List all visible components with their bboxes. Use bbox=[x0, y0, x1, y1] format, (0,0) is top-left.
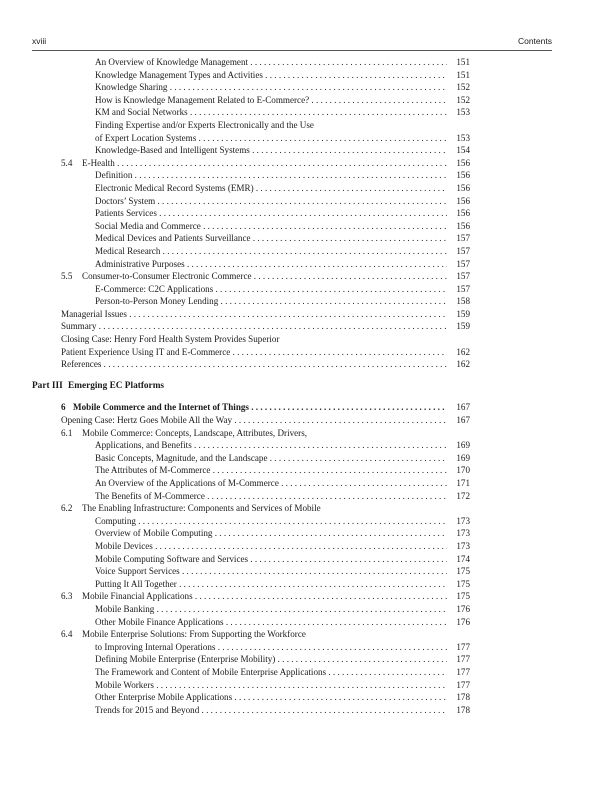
toc-entry[interactable] bbox=[0, 452, 602, 465]
toc-entry[interactable] bbox=[0, 464, 602, 477]
toc-entry-title: Defining Mobile Enterprise (Enterprise Mobility) . . . bbox=[95, 653, 447, 666]
toc-entry-title: Overview of Mobile Computing . . . bbox=[95, 527, 447, 540]
toc-entry[interactable] bbox=[0, 333, 602, 346]
toc-entry-page: 178 bbox=[456, 692, 470, 703]
toc-entry-title: E-Health . . . bbox=[82, 157, 447, 170]
toc-entry-number: 6.3 bbox=[61, 591, 73, 602]
toc-entry[interactable] bbox=[0, 590, 602, 603]
toc-entry[interactable] bbox=[0, 653, 602, 666]
toc-entry-page: 172 bbox=[456, 490, 470, 501]
toc-entry-title: Patient Experience Using IT and E-Commerce . . . bbox=[61, 346, 447, 359]
toc-entry-number: 5.4 bbox=[61, 157, 73, 168]
toc-entry[interactable] bbox=[0, 169, 602, 182]
toc-entry[interactable] bbox=[0, 94, 602, 107]
toc-entry[interactable] bbox=[0, 182, 602, 195]
toc-entry-title: An Overview of Knowledge Management . . . bbox=[95, 56, 447, 69]
toc-entry-title: KM and Social Networks . . . bbox=[95, 106, 447, 119]
toc-entry-page: 167 bbox=[456, 402, 470, 413]
toc-entry-page: 169 bbox=[456, 452, 470, 463]
toc-entry[interactable] bbox=[0, 553, 602, 566]
toc-entry-title: Finding Expertise and/or Experts Electronically and the Use bbox=[95, 119, 314, 130]
toc-entry-title: Person-to-Person Money Lending . . . bbox=[95, 295, 447, 308]
toc-entry-title: Applications, and Benefits . . . bbox=[95, 439, 447, 452]
toc-entry[interactable] bbox=[0, 490, 602, 503]
toc-entry-title: to Improving Internal Operations . . . bbox=[95, 641, 447, 654]
toc-entry[interactable] bbox=[0, 346, 602, 359]
toc-entry-title: Mobile Enterprise Solutions: From Supporting the Workforce bbox=[82, 629, 306, 640]
toc-entry-page: 156 bbox=[456, 170, 470, 181]
toc-entry-title: Opening Case: Hertz Goes Mobile All the Way . . . bbox=[61, 414, 447, 427]
toc-entry-page: 151 bbox=[456, 69, 470, 80]
toc-entry-title: Closing Case: Henry Ford Health System Provides Superior bbox=[61, 334, 280, 345]
toc-entry-title: Mobile Workers . . . bbox=[95, 679, 447, 692]
toc-entry-title: Knowledge Management Types and Activities . . . bbox=[95, 69, 447, 82]
toc-entry-number: 6.2 bbox=[61, 503, 73, 514]
toc-entry-title: Electronic Medical Record Systems (EMR) . . . bbox=[95, 182, 447, 195]
toc-entry-title: Consumer-to-Consumer Electronic Commerce . . . bbox=[82, 270, 447, 283]
toc-entry-page: 169 bbox=[456, 440, 470, 451]
toc-entry-page: 177 bbox=[456, 666, 470, 677]
toc-entry-title: Definition . . . bbox=[95, 169, 447, 182]
toc-entry[interactable] bbox=[0, 270, 602, 283]
toc-entry[interactable] bbox=[0, 220, 602, 233]
toc-entry-number: 5.5 bbox=[61, 271, 73, 282]
toc-entry[interactable] bbox=[0, 628, 602, 641]
toc-entry-page: 153 bbox=[456, 132, 470, 143]
toc-entry-page: 159 bbox=[456, 321, 470, 332]
toc-entry[interactable] bbox=[0, 258, 602, 271]
toc-entry[interactable] bbox=[0, 540, 602, 553]
toc-entry-title: Emerging EC Platforms bbox=[68, 380, 165, 391]
toc-entry-title: Other Mobile Finance Applications . . . bbox=[95, 616, 447, 629]
toc-entry-title: The Benefits of M-Commerce . . . bbox=[95, 490, 447, 503]
toc-entry-page: 157 bbox=[456, 283, 470, 294]
toc-entry-number: 6 bbox=[61, 402, 66, 413]
toc-entry-page: 178 bbox=[456, 704, 470, 715]
toc-entry[interactable] bbox=[0, 56, 602, 69]
toc-entry-title: Mobile Commerce and the Internet of Things . . . bbox=[73, 401, 447, 414]
toc-entry[interactable] bbox=[0, 427, 602, 440]
toc-entry-page: 159 bbox=[456, 308, 470, 319]
table-of-contents bbox=[0, 56, 602, 716]
toc-entry-page: 175 bbox=[456, 591, 470, 602]
toc-entry-page: 154 bbox=[456, 145, 470, 156]
toc-entry[interactable] bbox=[0, 144, 602, 157]
toc-entry-title: The Enabling Infrastructure: Components and Services of Mobile bbox=[82, 503, 321, 514]
toc-entry[interactable] bbox=[0, 106, 602, 119]
toc-entry-page: 153 bbox=[456, 107, 470, 118]
toc-entry[interactable] bbox=[0, 691, 602, 704]
toc-entry-page: 176 bbox=[456, 603, 470, 614]
toc-entry[interactable] bbox=[0, 502, 602, 515]
toc-entry-page: 156 bbox=[456, 208, 470, 219]
toc-entry-page: 156 bbox=[456, 157, 470, 168]
toc-entry-title: How is Knowledge Management Related to E-Commerce? . . . bbox=[95, 94, 447, 107]
toc-entry-title: Other Enterprise Mobile Applications . . . bbox=[95, 691, 447, 704]
toc-entry[interactable] bbox=[0, 641, 602, 654]
toc-entry[interactable] bbox=[0, 704, 602, 717]
toc-entry-page: 151 bbox=[456, 57, 470, 67]
toc-gap bbox=[0, 371, 602, 380]
toc-entry-page: 152 bbox=[456, 82, 470, 93]
toc-entry-page: 175 bbox=[456, 578, 470, 589]
toc-entry-title: Social Media and Commerce . . . bbox=[95, 220, 447, 233]
toc-entry-title: Summary . . . bbox=[61, 320, 447, 333]
toc-entry-page: 177 bbox=[456, 654, 470, 665]
toc-entry-page: 173 bbox=[456, 540, 470, 551]
toc-chapter-entry[interactable] bbox=[0, 401, 602, 414]
toc-entry-title: Knowledge-Based and Intelligent Systems . . . bbox=[95, 144, 447, 157]
toc-entry-page: 173 bbox=[456, 528, 470, 539]
toc-entry-title: An Overview of the Applications of M-Commerce . . . bbox=[95, 477, 447, 490]
section-title: Contents bbox=[517, 36, 552, 46]
toc-entry-page: 158 bbox=[456, 296, 470, 307]
toc-entry-page: 162 bbox=[456, 359, 470, 370]
toc-entry-title: Putting It All Together . . . bbox=[95, 578, 447, 591]
toc-entry-title: The Framework and Content of Mobile Enterprise Applications . . . bbox=[95, 666, 447, 679]
toc-entry-title: Voice Support Services . . . bbox=[95, 565, 447, 578]
toc-entry-page: 156 bbox=[456, 182, 470, 193]
toc-entry-page: 170 bbox=[456, 465, 470, 476]
toc-entry-title: Medical Devices and Patients Surveillance . . . bbox=[95, 232, 447, 245]
toc-entry-page: 167 bbox=[456, 415, 470, 426]
toc-entry-page: 174 bbox=[456, 553, 470, 564]
toc-entry[interactable] bbox=[0, 195, 602, 208]
toc-entry-title: Mobile Devices . . . bbox=[95, 540, 447, 553]
toc-entry-title: Knowledge Sharing . . . bbox=[95, 81, 447, 94]
toc-entry-title: Mobile Computing Software and Services . . . bbox=[95, 553, 447, 566]
toc-entry[interactable] bbox=[0, 358, 602, 371]
toc-entry-title: Administrative Purposes . . . bbox=[95, 258, 447, 271]
toc-entry[interactable] bbox=[0, 207, 602, 220]
toc-entry-page: 175 bbox=[456, 566, 470, 577]
toc-entry-page: 177 bbox=[456, 641, 470, 652]
toc-entry-page: 156 bbox=[456, 220, 470, 231]
toc-entry[interactable] bbox=[0, 283, 602, 296]
toc-entry-title: The Attributes of M-Commerce . . . bbox=[95, 464, 447, 477]
toc-entry[interactable] bbox=[0, 245, 602, 258]
toc-entry[interactable] bbox=[0, 439, 602, 452]
toc-entry[interactable] bbox=[0, 81, 602, 94]
toc-entry-number: Part III bbox=[32, 380, 63, 391]
toc-part-heading[interactable] bbox=[0, 380, 602, 393]
toc-entry-page: 171 bbox=[456, 478, 470, 488]
toc-entry[interactable] bbox=[0, 616, 602, 629]
toc-entry-title: Managerial Issues . . . bbox=[61, 308, 447, 321]
toc-entry-number: 6.1 bbox=[61, 427, 73, 438]
toc-entry-title: Computing . . . bbox=[95, 515, 447, 528]
toc-entry[interactable] bbox=[0, 132, 602, 145]
toc-entry[interactable] bbox=[0, 603, 602, 616]
toc-entry-page: 173 bbox=[456, 515, 470, 526]
toc-entry-page: 162 bbox=[456, 346, 470, 357]
toc-entry-page: 157 bbox=[456, 245, 470, 256]
toc-entry-title: References . . . bbox=[61, 358, 447, 371]
toc-entry[interactable] bbox=[0, 232, 602, 245]
toc-entry[interactable] bbox=[0, 69, 602, 82]
toc-entry-title: Mobile Financial Applications . . . bbox=[82, 590, 447, 603]
toc-entry-page: 156 bbox=[456, 195, 470, 206]
toc-entry-title: Trends for 2015 and Beyond . . . bbox=[95, 704, 447, 717]
toc-entry-page: 157 bbox=[456, 258, 470, 269]
toc-entry-page: 152 bbox=[456, 94, 470, 105]
toc-entry[interactable] bbox=[0, 679, 602, 692]
toc-entry[interactable] bbox=[0, 527, 602, 540]
toc-entry-title: Mobile Commerce: Concepts, Landscape, Attributes, Drivers, bbox=[82, 427, 308, 438]
toc-entry[interactable] bbox=[0, 565, 602, 578]
toc-entry-page: 157 bbox=[456, 271, 470, 282]
toc-entry-number: 6.4 bbox=[61, 629, 73, 640]
toc-entry-title: Basic Concepts, Magnitude, and the Landscape . . . bbox=[95, 452, 447, 465]
toc-gap bbox=[0, 392, 602, 401]
toc-entry-title: Medical Research . . . bbox=[95, 245, 447, 258]
toc-entry-title: Patients Services . . . bbox=[95, 207, 447, 220]
toc-entry-title: E-Commerce: C2C Applications . . . bbox=[95, 283, 447, 296]
running-head bbox=[32, 36, 552, 48]
toc-entry[interactable] bbox=[0, 308, 602, 321]
toc-entry-title: Mobile Banking . . . bbox=[95, 603, 447, 616]
toc-entry[interactable] bbox=[0, 119, 602, 132]
toc-entry[interactable] bbox=[0, 515, 602, 528]
header-rule bbox=[32, 50, 552, 51]
toc-entry[interactable] bbox=[0, 578, 602, 591]
toc-entry-title: Doctors’ System . . . bbox=[95, 195, 447, 208]
toc-entry-page: 176 bbox=[456, 616, 470, 627]
toc-entry-page: 177 bbox=[456, 679, 470, 690]
page-number-label: xviii bbox=[32, 36, 47, 46]
toc-entry[interactable] bbox=[0, 320, 602, 333]
toc-entry[interactable] bbox=[0, 477, 602, 490]
toc-entry[interactable] bbox=[0, 295, 602, 308]
toc-entry-title: of Expert Location Systems . . . bbox=[95, 132, 447, 145]
toc-entry[interactable] bbox=[0, 157, 602, 170]
toc-entry[interactable] bbox=[0, 666, 602, 679]
toc-entry[interactable] bbox=[0, 414, 602, 427]
toc-entry-page: 157 bbox=[456, 233, 470, 244]
